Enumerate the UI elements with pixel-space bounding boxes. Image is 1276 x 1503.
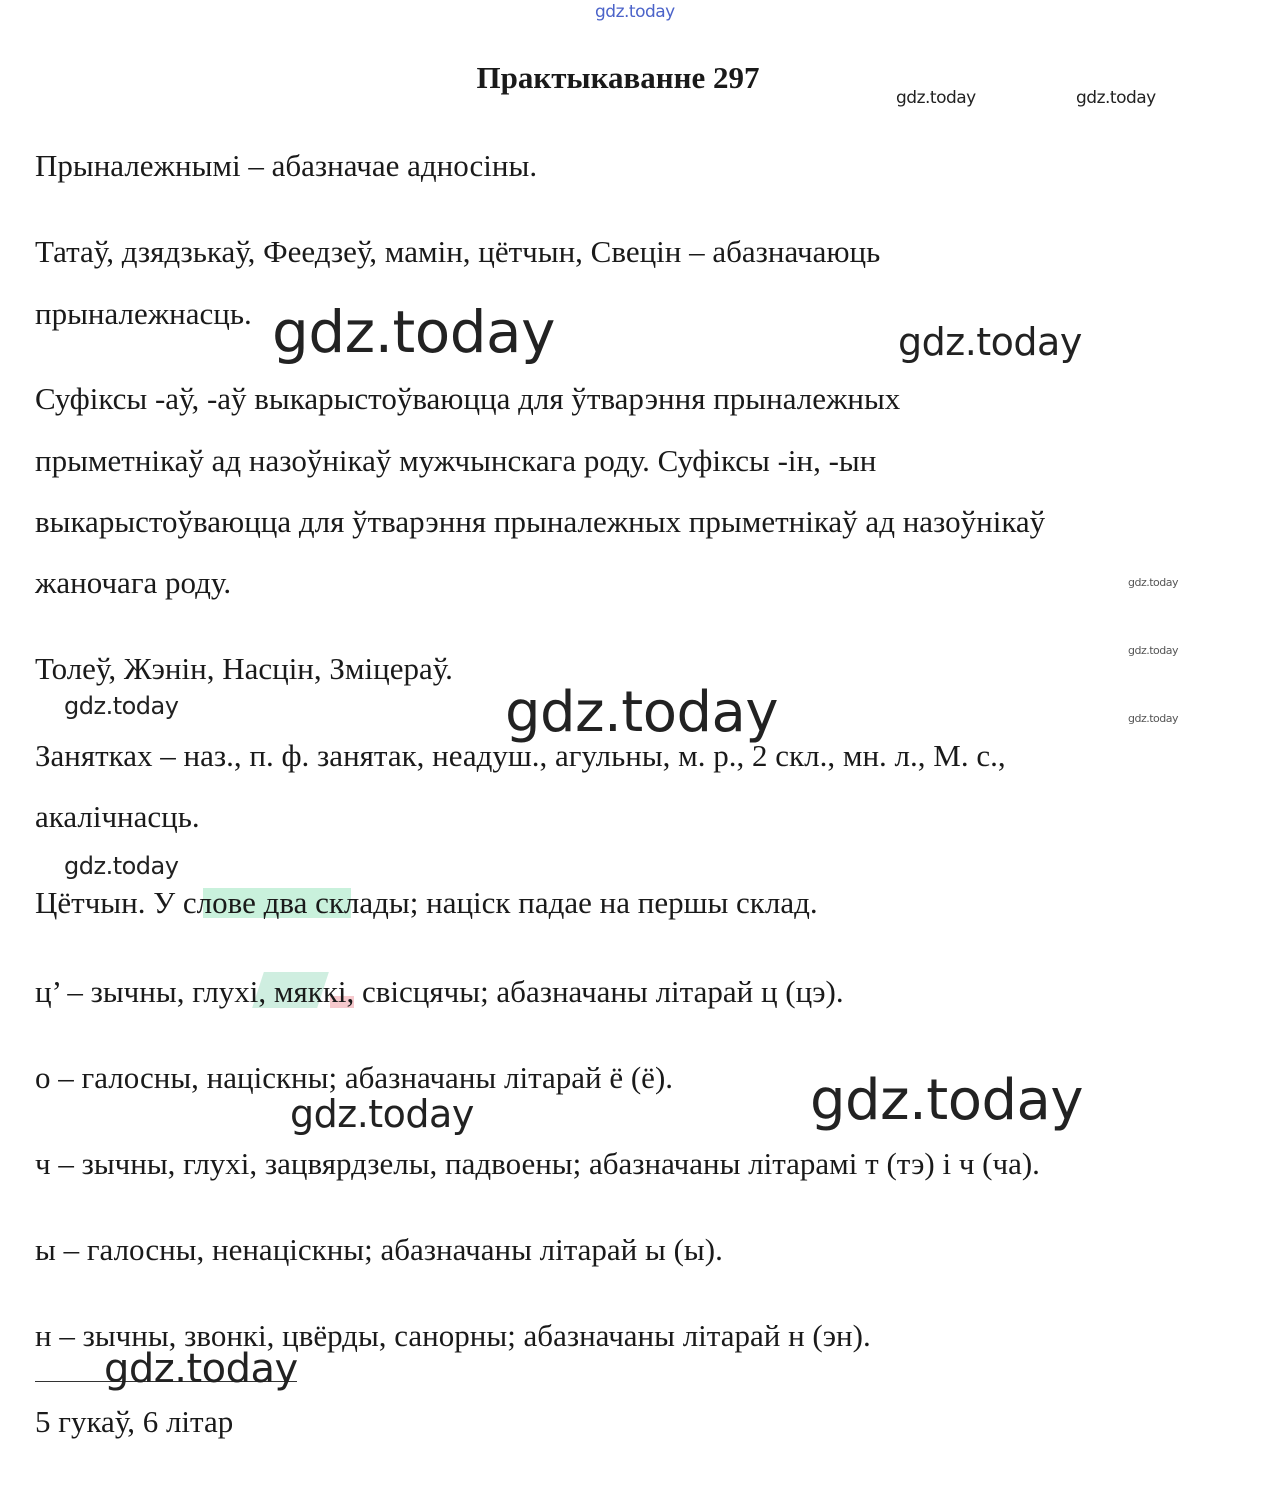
watermark: gdz.today (64, 692, 179, 720)
watermark: gdz.today (1128, 712, 1179, 725)
watermark: gdz.today (898, 320, 1082, 364)
text-line: Суфіксы -аў, -аў выкарыстоўваюцца для ўтварэння прыналежных (35, 381, 901, 416)
text-line: Прыналежнымі – абазначае адносіны. (35, 148, 538, 183)
text-line: н – зычны, звонкі, цвёрды, санорны; абазначаны літарай н (эн). (35, 1318, 871, 1353)
watermark: gdz.today (290, 1092, 474, 1136)
text-line: акалічнасць. (35, 799, 200, 834)
watermark: gdz.today (896, 88, 976, 108)
text-line: жаночага роду. (35, 565, 232, 600)
watermark: gdz.today (64, 852, 179, 880)
text-line: Татаў, дзядзькаў, Феедзеў, мамін, цётчын, Свецін – абазначаюць (35, 234, 881, 269)
text-line: 5 гукаў, 6 літар (35, 1404, 234, 1439)
watermark: gdz.today (1076, 88, 1156, 108)
text-line: Толеў, Жэнін, Насцін, Зміцераў. (35, 651, 453, 686)
text-line: выкарыстоўваюцца для ўтварэння прыналежных прыметнікаў ад назоўнікаў (35, 504, 1046, 539)
text-line: ч – зычны, глухі, зацвярдзелы, падвоены; абазначаны літарамі т (тэ) і ч (ча). (35, 1146, 1040, 1181)
text-line: Занятках – наз., п. ф. занятак, неадуш., агульны, м. р., 2 скл., мн. л., М. с., (35, 738, 1006, 773)
text-line: прыналежнасць. (35, 296, 252, 331)
text-line: ы – галосны, ненаціскны; абазначаны літарай ы (ы). (35, 1232, 723, 1267)
text-line: Цётчын. У слове два склады; націск падае на першы склад. (35, 885, 818, 920)
watermark: gdz.today (810, 1068, 1084, 1133)
watermark: gdz.today (272, 298, 555, 366)
watermark[interactable]: gdz.today (595, 2, 675, 22)
watermark: gdz.today (104, 1346, 298, 1392)
text-line: о – галосны, націскны; абазначаны літарай ё (ё). (35, 1060, 674, 1095)
watermark: gdz.today (1128, 576, 1179, 589)
watermark: gdz.today (505, 680, 779, 745)
watermark: gdz.today (1128, 644, 1179, 657)
page-title: Практыкаванне 297 (476, 60, 760, 95)
text-line: ц’ – зычны, глухі, мяккі, свісцячы; абазначаны літарай ц (цэ). (35, 974, 844, 1009)
text-line: прыметнікаў ад назоўнікаў мужчынскага роду. Суфіксы -ін, -ын (35, 443, 877, 478)
